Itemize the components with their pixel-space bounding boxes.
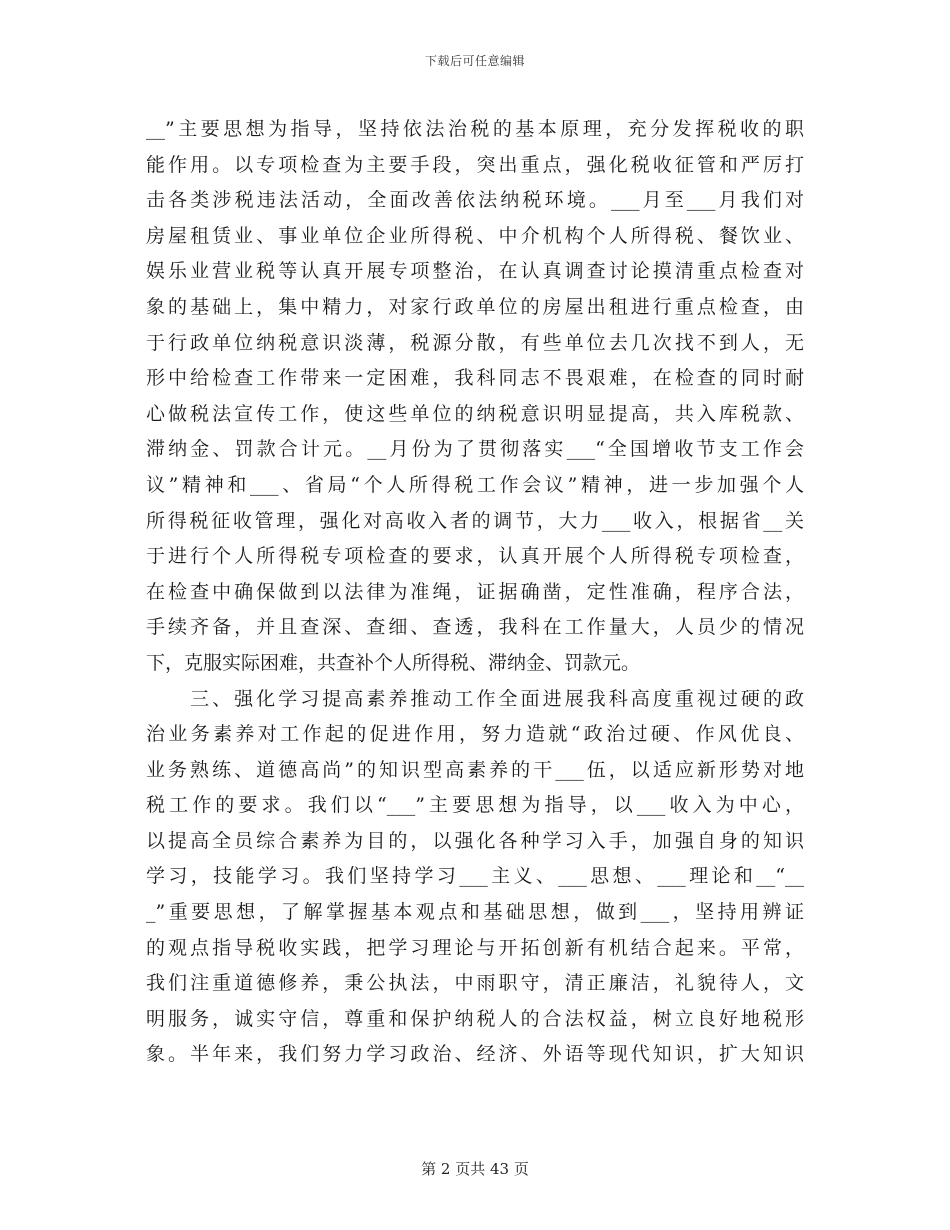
body-line: 房屋租赁业、事业单位企业所得税、中介机构个人所得税、餐饮业、 (146, 224, 804, 247)
body-line: 在检查中确保做到以法律为准绳，证据确凿，定性准确，程序合法， (146, 580, 804, 603)
body-line: 我们注重道德修养，秉公执法，中雨职守，清正廉洁，礼貌待人，文 (146, 972, 804, 995)
body-line: 娱乐业营业税等认真开展专项整治，在认真调查讨论摸清重点检查对 (146, 260, 804, 283)
document-body (146, 112, 804, 1073)
page-number-footer: 第 2 页共 43 页 (421, 1160, 529, 1178)
body-line: 形中给检查工作带来一定困难，我科同志不畏艰难，在检查的同时耐 (146, 367, 804, 390)
body-line: 治业务素养对工作起的促进作用，努力造就“政治过硬、作风优良、 (146, 723, 804, 746)
body-line: 议”精神和___、省局“个人所得税工作会议”精神，进一步加强个人 (146, 473, 804, 496)
body-line: 税工作的要求。我们以“___”主要思想为指导，以___收入为中心， (146, 794, 804, 817)
body-line: 明服务，诚实守信，尊重和保护纳税人的合法权益，树立良好地税形 (146, 1007, 804, 1030)
body-line: 学习，技能学习。我们坚持学习___主义、___思想、___理论和__“__ (146, 865, 804, 888)
body-line: 以提高全员综合素养为目的，以强化各种学习入手，加强自身的知识 (146, 829, 804, 852)
body-line: 能作用。以专项检查为主要手段，突出重点，强化税收征管和严厉打 (146, 153, 804, 176)
body-line: 手续齐备，并且查深、查细、查透，我科在工作量大，人员少的情况 (146, 616, 804, 639)
body-line: __”主要思想为指导，坚持依法治税的基本原理，充分发挥税收的职 (146, 118, 804, 140)
body-line: 下，克服实际困难，共查补个人所得税、滞纳金、罚款元。 (146, 651, 641, 674)
body-line: 击各类涉税违法活动，全面改善依法纳税环境。___月至___月我们对 (146, 189, 804, 212)
body-line: 三、强化学习提高素养推动工作全面进展我科高度重视过硬的政 (146, 687, 804, 710)
body-line: _”重要思想，了解掌握基本观点和基础思想，做到___，坚持用辨证 (146, 901, 804, 924)
body-line: 于行政单位纳税意识淡薄，税源分散，有些单位去几次找不到人，无 (146, 331, 804, 354)
body-line: 所得税征收管理，强化对高收入者的调节，大力___收入，根据省__关 (146, 509, 804, 532)
body-line: 象。半年来，我们努力学习政治、经济、外语等现代知识，扩大知识 (146, 1043, 804, 1066)
body-line: 象的基础上，集中精力，对家行政单位的房屋出租进行重点检查，由 (146, 295, 804, 318)
page-header-note: 下载后可任意编辑 (424, 54, 525, 68)
body-line: 心做税法宣传工作，使这些单位的纳税意识明显提高，共入库税款、 (146, 402, 804, 425)
body-line: 滞纳金、罚款合计元。__月份为了贯彻落实___“全国增收节支工作会 (146, 438, 804, 461)
body-line: 于进行个人所得税专项检查的要求，认真开展个人所得税专项检查， (146, 545, 804, 568)
body-line: 的观点指导税收实践，把学习理论与开拓创新有机结合起来。平常， (146, 936, 804, 959)
body-line: 业务熟练、道德高尚”的知识型高素养的干___伍，以适应新形势对地 (146, 758, 804, 781)
